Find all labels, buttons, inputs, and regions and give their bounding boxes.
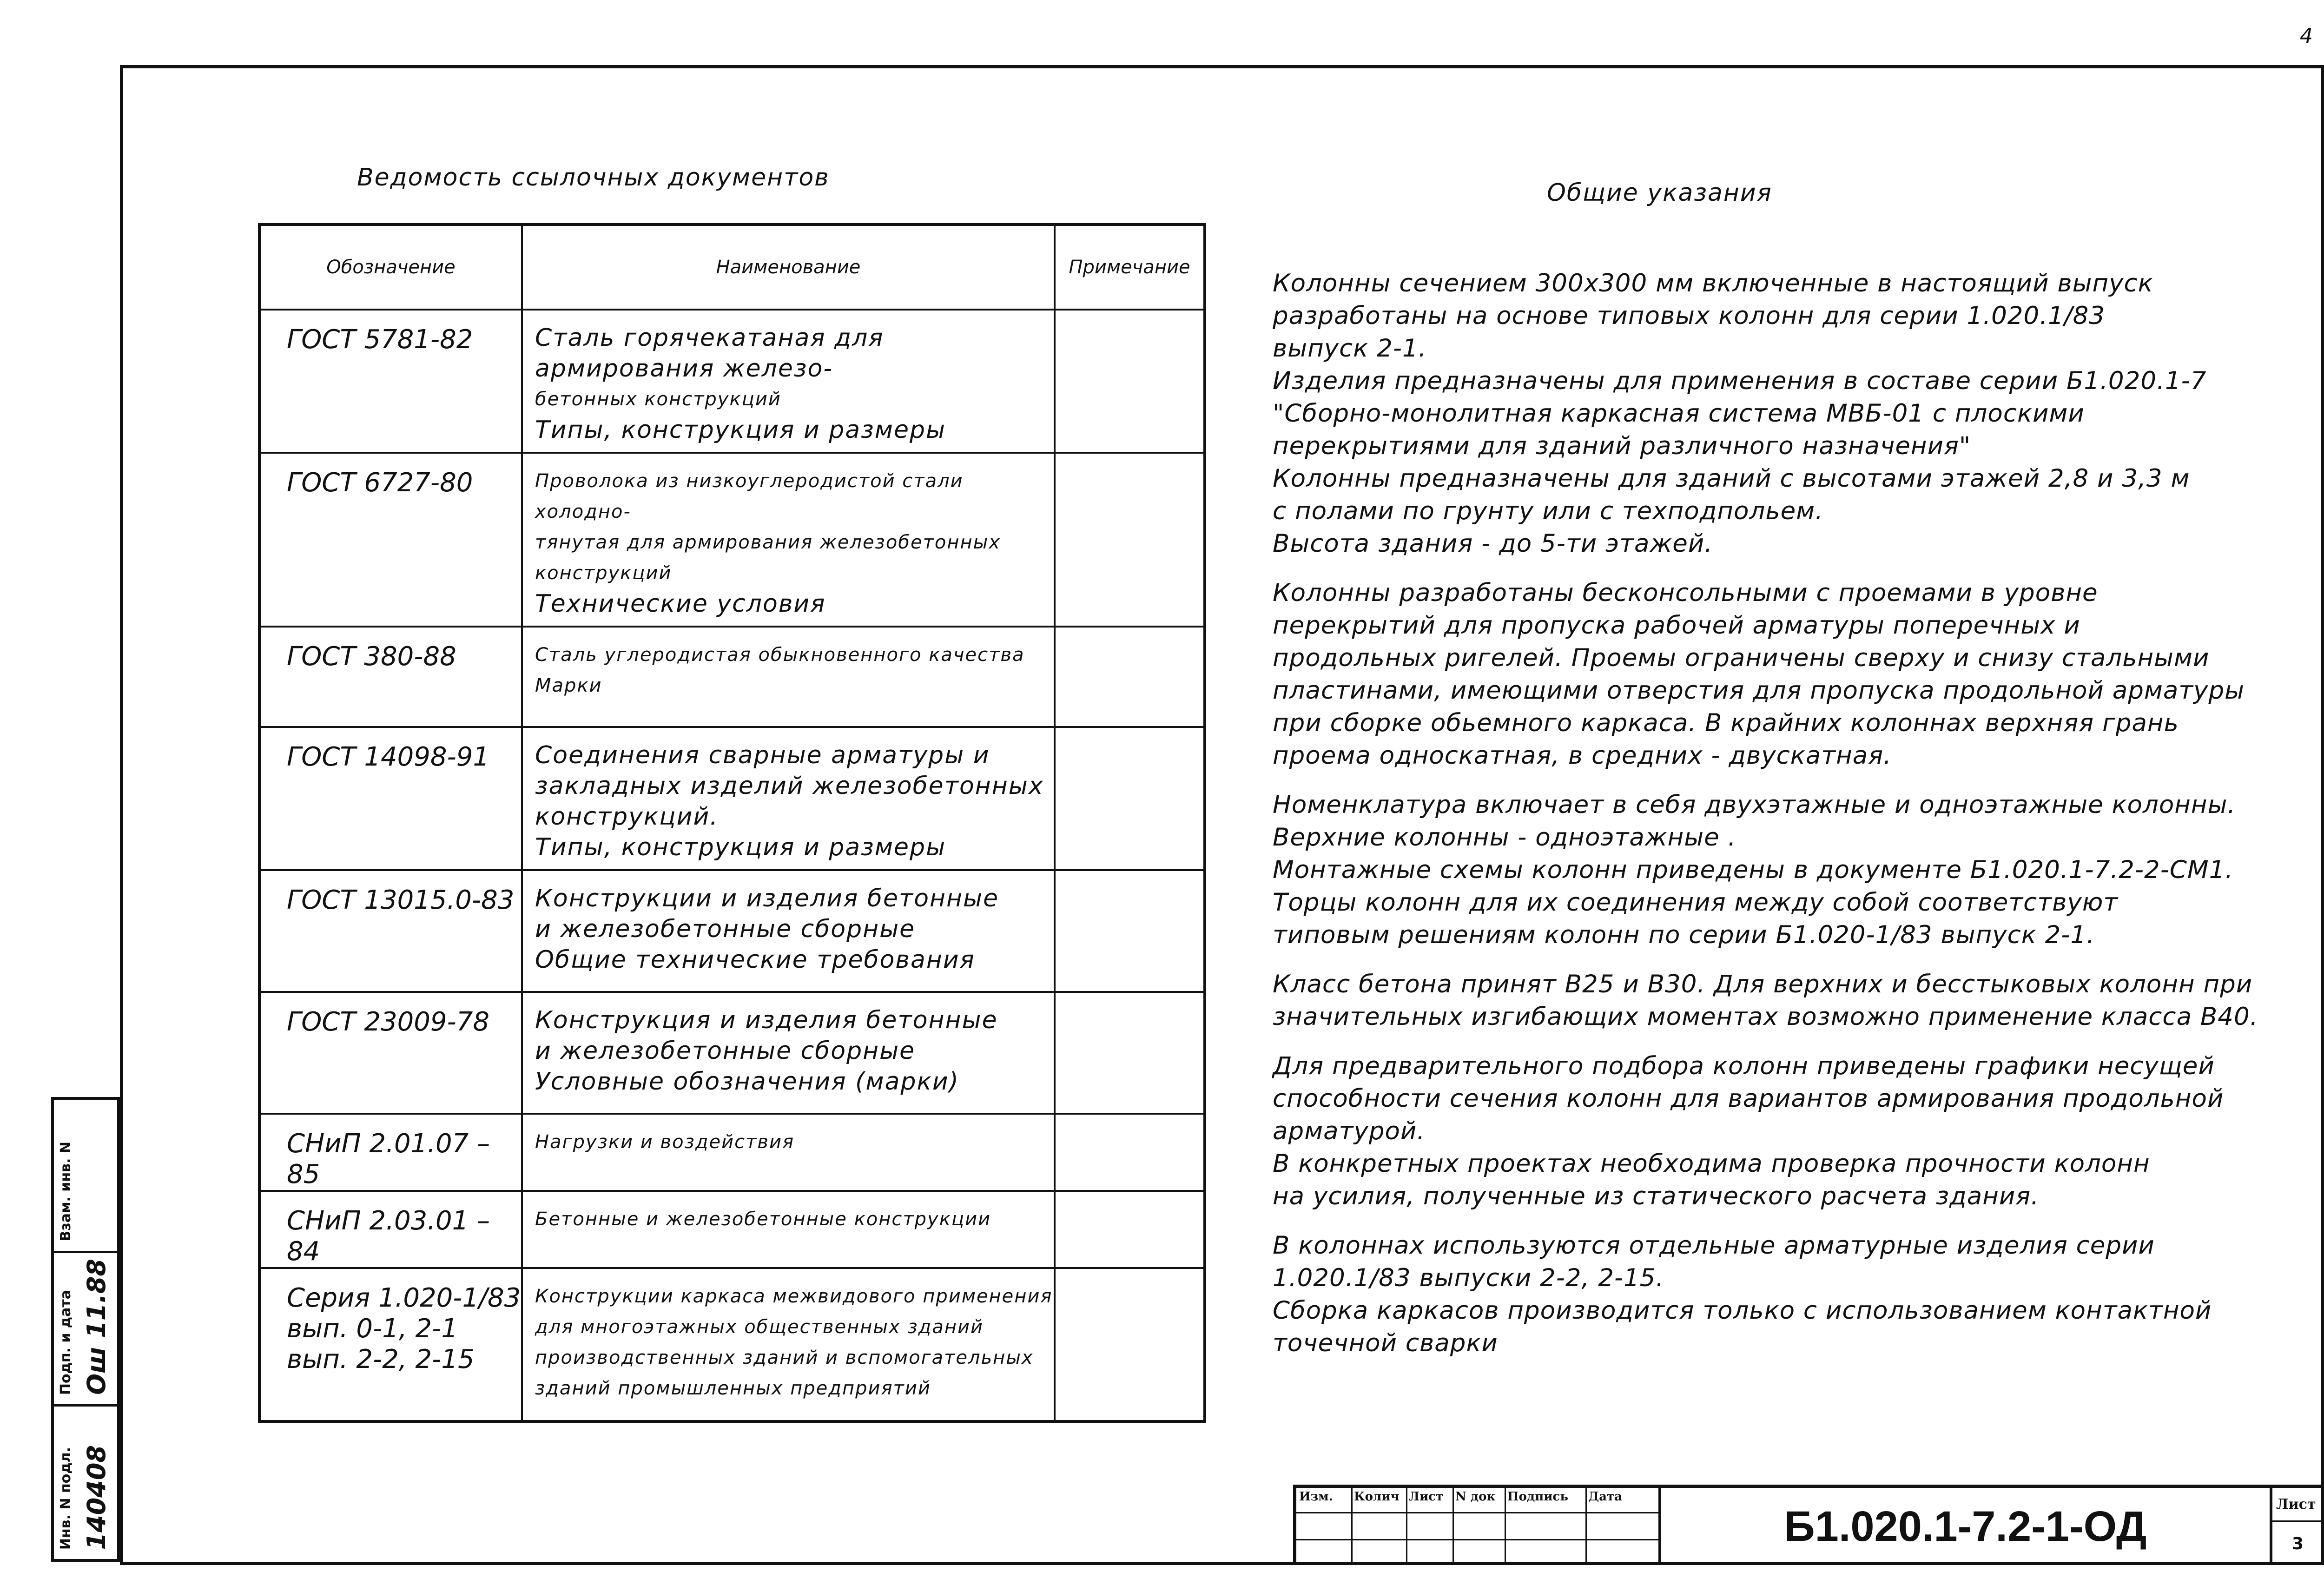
table-row: [259, 310, 1205, 453]
designation-line: ГОСТ 23009-78: [287, 1007, 489, 1037]
sheet-label: Лист: [2276, 1496, 2316, 1513]
sheet-number: 3: [2292, 1534, 2304, 1553]
row-note: [1055, 453, 1205, 627]
strip-cell-signed: [54, 1253, 117, 1407]
notes-line: Колонны предназначены для зданий с высотами этажей 2,8 и 3,3 м: [1273, 464, 2190, 493]
name-line: тянутая для армирования железобетонных: [535, 532, 1001, 553]
notes-line: арматурой.: [1273, 1117, 1426, 1145]
row-name: [522, 870, 1055, 992]
row-name: [522, 1268, 1055, 1421]
row-note: [1055, 310, 1205, 453]
notes-title: Общие указания: [1547, 179, 1772, 207]
row-name: [522, 310, 1055, 453]
notes-line: "Сборно-монолитная каркасная система МВБ-01 с плоскими: [1273, 399, 2085, 428]
notes-line: Высота здания - до 5-ти этажей.: [1273, 529, 1713, 558]
row-note: [1055, 1268, 1205, 1421]
stamp-header-docno: N док: [1455, 1490, 1496, 1504]
notes-line: Верхние колонны - одноэтажные .: [1273, 823, 1736, 852]
notes-line: проема односкатная, в средних - двускатная.: [1273, 741, 1892, 770]
strip-label-signed: Подп. и дата: [58, 1289, 74, 1395]
name-line: Марки: [535, 675, 602, 696]
name-line: и железобетонные сборные: [535, 915, 916, 943]
stamp-header-signature: Подпись: [1507, 1490, 1569, 1504]
notes-line: Торцы колонн для их соединения между собой соответствуют: [1273, 888, 2119, 917]
designation-line: СНиП 2.03.01 – 84: [287, 1206, 490, 1267]
table-row: [259, 1114, 1205, 1191]
name-line: зданий промышленных предприятий: [535, 1378, 931, 1399]
designation-line: ГОСТ 6727-80: [287, 468, 473, 498]
notes-line: Номенклатура включает в себя двухэтажные и одноэтажные колонны.: [1273, 791, 2236, 819]
designation-line: Серия 1.020-1/83: [287, 1283, 521, 1313]
general-notes: [1273, 267, 2314, 1376]
name-line: Технические условия: [535, 590, 826, 618]
designation-line: вып. 2-2, 2-15: [287, 1344, 475, 1374]
name-line: бетонных конструкций: [535, 389, 781, 410]
side-approval-strip: [51, 1097, 120, 1562]
name-line: Бетонные и железобетонные конструкции: [535, 1209, 991, 1230]
table-row: [259, 1191, 1205, 1268]
designation-line: ГОСТ 13015.0-83: [287, 885, 515, 915]
name-line: Сталь углеродистая обыкновенного качества: [535, 644, 1025, 666]
stamp-header-change: Изм.: [1299, 1490, 1333, 1504]
notes-paragraph: [1273, 968, 2314, 1033]
name-line: Типы, конструкция и размеры: [535, 416, 946, 444]
row-note: [1055, 627, 1205, 727]
name-line: Конструкции и изделия бетонные: [535, 885, 999, 912]
notes-line: Класс бетона принят В25 и В30. Для верхних и бесстыковых колонн при: [1273, 970, 2253, 998]
row-designation: [259, 727, 522, 870]
name-line: конструкций: [535, 562, 672, 584]
row-designation: [259, 1268, 522, 1421]
row-designation: [259, 310, 522, 453]
row-note: [1055, 727, 1205, 870]
table-header-row: [259, 225, 1205, 310]
name-line: производственных зданий и вспомогательных: [535, 1347, 1034, 1368]
designation-line: ГОСТ 14098-91: [287, 742, 489, 772]
title-block: [1293, 1485, 2324, 1565]
header-name: Наименование: [522, 225, 1055, 310]
notes-paragraph: [1273, 577, 2314, 772]
notes-paragraph: [1273, 1050, 2314, 1213]
table-row: [259, 727, 1205, 870]
notes-line: выпуск 2-1.: [1273, 334, 1427, 363]
name-line: Общие технические требования: [535, 946, 975, 974]
name-line: Проволока из низкоуглеродистой стали холодно-: [535, 470, 964, 522]
name-line: закладных изделий железобетонных: [535, 772, 1044, 800]
row-name: [522, 727, 1055, 870]
refs-title: Ведомость ссылочных документов: [357, 164, 830, 192]
row-designation: [259, 1114, 522, 1191]
notes-line: типовым решениям колонн по серии Б1.020-1/83 выпуск 2-1.: [1273, 921, 2095, 949]
notes-line: Монтажные схемы колонн приведены в документе Б1.020.1-7.2-2-СМ1.: [1273, 856, 2234, 884]
header-note: Примечание: [1055, 225, 1205, 310]
row-designation: [259, 992, 522, 1114]
notes-paragraph: [1273, 789, 2314, 951]
notes-line: при сборке обьемного каркаса. В крайних колоннах верхняя грань: [1273, 709, 2179, 737]
row-designation: [259, 1191, 522, 1268]
stamp-header-qty: Колич: [1354, 1490, 1400, 1504]
name-line: Сталь горячекатаная для армирования железо-: [535, 324, 884, 383]
row-designation: [259, 627, 522, 727]
notes-line: значительных изгибающих моментах возможно применение класса В40.: [1273, 1003, 2258, 1031]
notes-line: В конкретных проектах необходима проверка прочности колонн: [1273, 1149, 2150, 1178]
table-row: [259, 627, 1205, 727]
corner-mark: 4: [2300, 24, 2313, 48]
strip-cell-inventory: [54, 1407, 117, 1559]
notes-line: на усилия, полученные из статического расчета здания.: [1273, 1182, 2040, 1210]
table-row: [259, 453, 1205, 627]
table-row: [259, 870, 1205, 992]
row-name: [522, 1191, 1055, 1268]
notes-line: Сборка каркасов производится только с использованием контактной: [1273, 1296, 2212, 1325]
row-name: [522, 453, 1055, 627]
notes-line: Колонны сечением 300x300 мм включенные в настоящий выпуск: [1273, 269, 2153, 297]
row-name: [522, 1114, 1055, 1191]
notes-line: перекрытий для пропуска рабочей арматуры поперечных и: [1273, 611, 2080, 640]
strip-label-replaced: Взам. инв. N: [58, 1142, 74, 1242]
strip-cell-replaced: [54, 1100, 117, 1253]
row-name: [522, 992, 1055, 1114]
notes-line: Для предварительного подбора колонн приведены графики несущей: [1273, 1052, 2215, 1080]
notes-line: перекрытиями для зданий различного назначения": [1273, 432, 1971, 460]
notes-line: с полами по грунту или с техподпольем.: [1273, 497, 1824, 525]
designation-line: вып. 0-1, 2-1: [287, 1314, 458, 1344]
row-note: [1055, 992, 1205, 1114]
name-line: Конструкция и изделия бетонные: [535, 1006, 998, 1034]
row-note: [1055, 1191, 1205, 1268]
designation-line: ГОСТ 380-88: [287, 641, 456, 672]
notes-line: В колоннах используются отдельные арматурные изделия серии: [1273, 1231, 2155, 1260]
strip-label-inventory: Инв. N подл.: [58, 1447, 74, 1550]
sheet-number-box: [2270, 1488, 2324, 1565]
header-designation: Обозначение: [259, 225, 522, 310]
name-line: Соединения сварные арматуры и: [535, 741, 990, 769]
notes-line: продольных ригелей. Проемы ограничены сверху и снизу стальными: [1273, 644, 2210, 672]
designation-line: ГОСТ 5781-82: [287, 324, 473, 355]
notes-line: пластинами, имеющими отверстия для пропуска продольной арматуры: [1273, 676, 2245, 705]
name-line: Типы, конструкция и размеры: [535, 833, 946, 861]
row-designation: [259, 870, 522, 992]
name-line: для многоэтажных общественных зданий: [535, 1316, 984, 1338]
strip-signature: Ош 11.88: [82, 1259, 111, 1395]
reference-documents-table: [258, 223, 1206, 1423]
table-row: [259, 992, 1205, 1114]
notes-line: разработаны на основе типовых колонн для серии 1.020.1/83: [1273, 302, 2106, 330]
row-note: [1055, 870, 1205, 992]
document-code: Б1.020.1-7.2-1-ОД: [1658, 1488, 2270, 1565]
name-line: Условные обозначения (марки): [535, 1068, 959, 1096]
designation-line: СНиП 2.01.07 – 85: [287, 1129, 490, 1189]
strip-inventory-number: 140408: [82, 1445, 111, 1550]
name-line: и железобетонные сборные: [535, 1037, 916, 1065]
row-note: [1055, 1114, 1205, 1191]
revision-grid: [1296, 1488, 1658, 1565]
notes-paragraph: [1273, 1229, 2314, 1360]
stamp-header-sheet: Лист: [1409, 1490, 1444, 1504]
row-designation: [259, 453, 522, 627]
table-row: [259, 1268, 1205, 1421]
notes-line: Колонны разработаны бесконсольными с проемами в уровне: [1273, 579, 2098, 607]
row-name: [522, 627, 1055, 727]
name-line: конструкций.: [535, 803, 719, 831]
notes-line: 1.020.1/83 выпуски 2-2, 2-15.: [1273, 1264, 1664, 1292]
notes-line: способности сечения колонн для вариантов армирования продольной: [1273, 1084, 2224, 1113]
name-line: Нагрузки и воздействия: [535, 1131, 795, 1153]
notes-line: Изделия предназначены для применения в составе серии Б1.020.1-7: [1273, 367, 2207, 395]
notes-line: точечной сварки: [1273, 1329, 1498, 1357]
name-line: Конструкции каркаса межвидового применения: [535, 1286, 1053, 1307]
notes-paragraph: [1273, 267, 2314, 560]
stamp-header-date: Дата: [1588, 1490, 1622, 1504]
